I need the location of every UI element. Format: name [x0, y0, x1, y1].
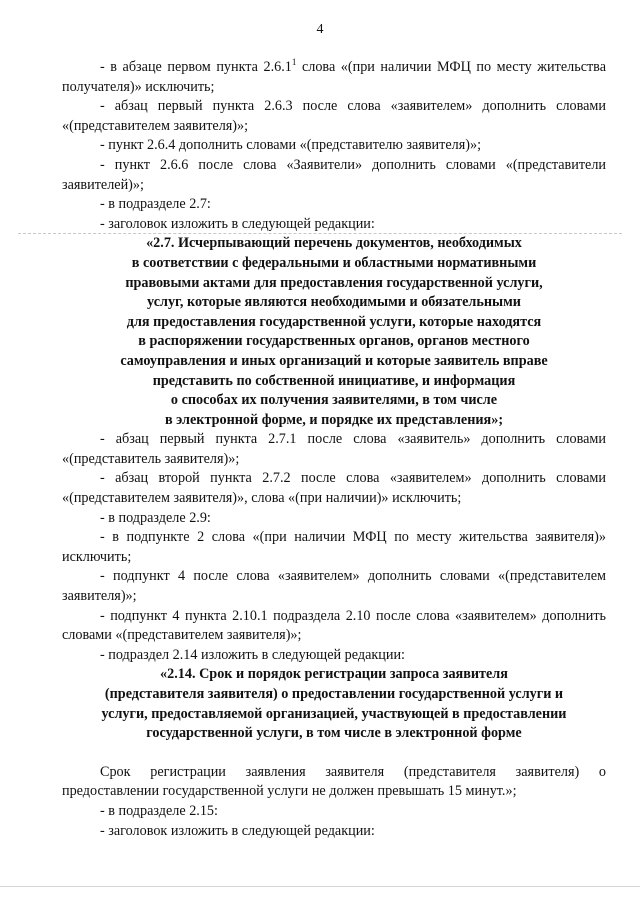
- heading-line: в распоряжении государственных органов, органов местного: [138, 333, 530, 350]
- paragraph: - заголовок изложить в следующей редакции:: [100, 822, 375, 839]
- document-body: [62, 58, 606, 841]
- heading-line: услуг, которые являются необходимыми и обязательными: [147, 294, 521, 311]
- heading-line: услуги, предоставляемой организацией, участвующей в предоставлении: [101, 705, 567, 722]
- page-number: 4: [316, 22, 324, 37]
- section-heading-2-7: [62, 234, 606, 430]
- paragraph: - в подразделе 2.15:: [100, 802, 218, 819]
- heading-line: в соответствии с федеральными и областными нормативными: [131, 254, 537, 271]
- blank-line: [62, 744, 606, 763]
- paragraph: - пункт 2.6.4 дополнить словами «(представителю заявителя)»;: [100, 137, 482, 154]
- heading-line: «2.7. Исчерпывающий перечень документов, необходимых: [146, 235, 522, 252]
- paragraph: - в подразделе 2.9:: [100, 509, 211, 526]
- paragraph: - в абзаце первом пункта 2.6.1$^1$ слова «(при наличии МФЦ по месту жительства получателя)» исключить;: [62, 57, 606, 95]
- heading-line: для предоставления государственной услуги, которые находятся: [126, 313, 542, 330]
- paragraph: - в подразделе 2.7:: [100, 196, 211, 213]
- paragraph: - подраздел 2.14 изложить в следующей редакции:: [100, 646, 405, 663]
- paragraph: - абзац первый пункта 2.6.3 после слова «заявителем» дополнить словами «(представителем заявителя)»;: [62, 98, 606, 134]
- heading-line: представить по собственной инициативе, и информация: [152, 372, 516, 389]
- paragraph: - в подпункте 2 слова «(при наличии МФЦ по месту жительства заявителя)» исключить;: [62, 529, 606, 565]
- heading-line: самоуправления и иных организаций и которые заявитель вправе: [120, 352, 548, 369]
- footnote-superscript: 1: [291, 57, 297, 67]
- heading-line: государственной услуги, в том числе в электронной форме: [146, 725, 522, 742]
- paragraph: - подпункт 4 после слова «заявителем» дополнить словами «(представителем заявителя)»;: [62, 568, 606, 605]
- paragraph: - пункт 2.6.6 после слова «Заявители» дополнить словами «(представители заявителей)»;: [62, 156, 606, 193]
- heading-line: правовыми актами для предоставления государственной услуги,: [125, 274, 543, 291]
- heading-line: «2.14. Срок и порядок регистрации запроса заявителя: [160, 666, 508, 683]
- scan-bottom-edge: [0, 886, 640, 887]
- heading-line: (представителя заявителя) о предоставлении государственной услуги и: [104, 686, 564, 702]
- heading-line: в электронной форме, и порядке их представления»;: [164, 411, 504, 428]
- heading-line: о способах их получения заявителями, в том числе: [170, 392, 498, 409]
- paragraph: - абзац второй пункта 2.7.2 после слова «заявителем» дополнить словами «(представителем заявителя)», слова «(при наличии)» исключить;: [62, 470, 606, 507]
- paragraph: - абзац первый пункта 2.7.1 после слова «заявитель» дополнить словами «(представитель заявителя)»;: [62, 431, 606, 467]
- paragraph: - заголовок изложить в следующей редакции:: [100, 215, 375, 232]
- paragraph: - подпункт 4 пункта 2.10.1 подраздела 2.10 после слова «заявителем» дополнить словами «(представителем заявителя)»;: [62, 607, 606, 644]
- paragraph: Срок регистрации заявления заявителя (представителя заявителя) о предоставлении государственной услуги не должен превышать 15 минут.»;: [62, 763, 606, 800]
- section-heading-2-14: [62, 665, 606, 743]
